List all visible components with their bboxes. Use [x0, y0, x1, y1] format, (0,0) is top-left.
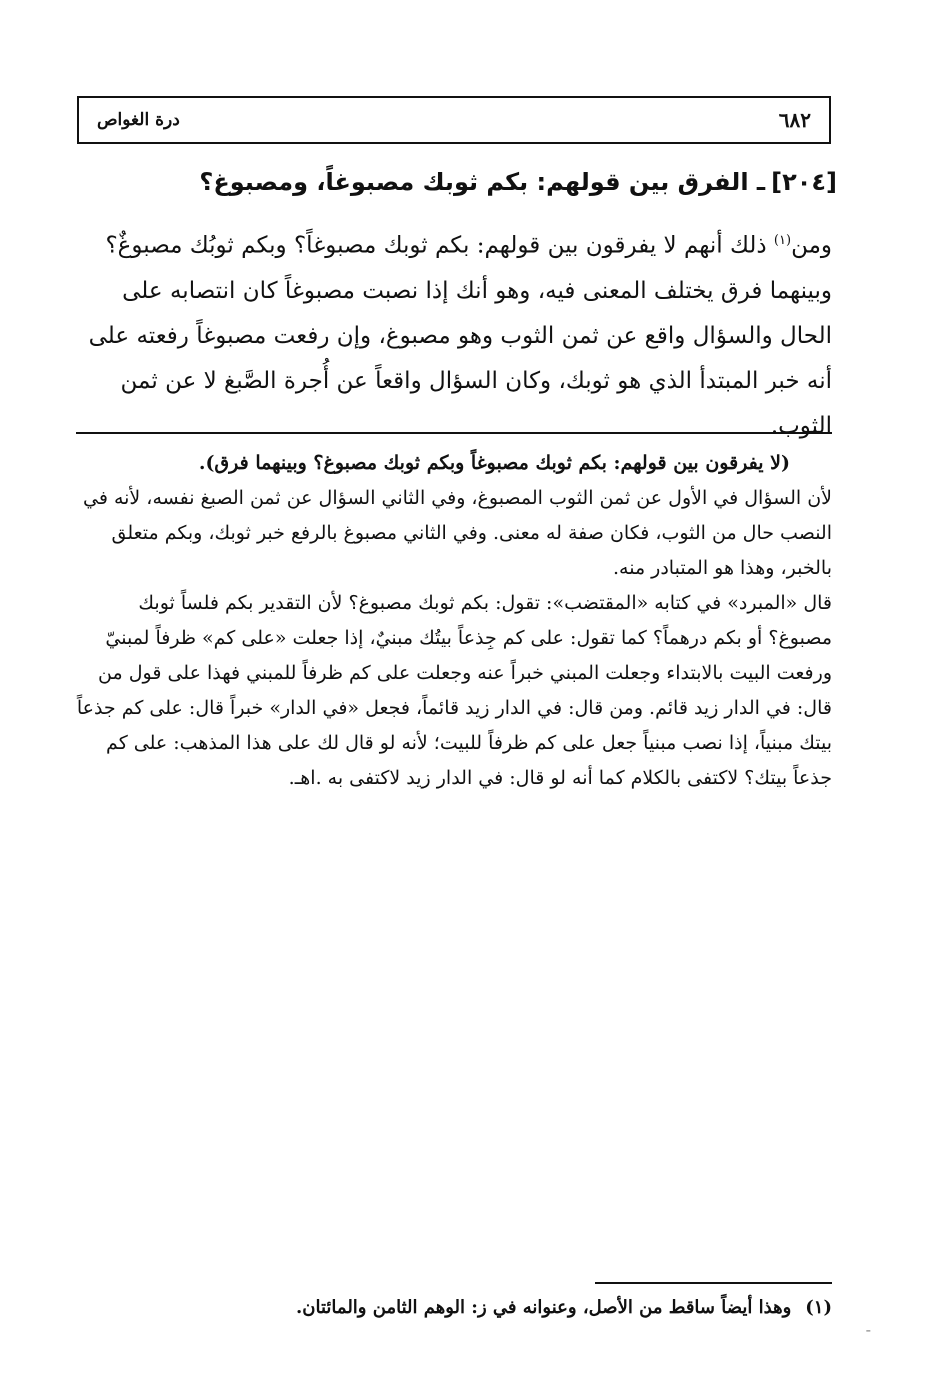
main-text-body: ذلك أنهم لا يفرقون بين قولهم: بكم ثوبك مصبوغاً؟ وبكم ثوبُك مصبوغٌ؟ وبينهما فرق يختلف المعنى فيه، وهو أنك إذا نصبت مصبوغاً كان انتصابه على الحال والسؤال واقع عن ثمن الثوب وهو مصبوغ، وإن رفعت مصبوغاً رفعته على أنه خبر المبتدأ الذي هو ثوبك، وكان السؤال واقعاً عن أُجرة الصَّبغ لا عن ثمن الثوب. [88, 232, 832, 439]
separator-rule [76, 432, 832, 434]
commentary-paragraph-2: قال «المبرد» في كتابه «المقتضب»: تقول: بكم ثوبك مصبوغ؟ لأن التقدير بكم فلساً ثوبك مصبوغ؟ أو بكم درهماً؟ كما تقول: على كم جِذعاً بيتُك مبنيٌ، إذا جعلت «على كم» ظرفاً لمبنيّ ورفعت البيت بالابتداء وجعلت المبني خبراً عنه وجعلت على كم ظرفاً للمبني فهذا على قول من قال: في الدار زيد قائم. ومن قال: في الدار زيد قائماً، فجعل «في الدار» خبراً قال: على كم جذعاً بيتك مبنياً، إذا نصب مبنياً جعل على كم ظرفاً للبيت؛ لأنه لو قال لك على هذا المذهب: على كم جذعاً بيتك؟ لاكتفى بالكلام كما أنه لو قال: في الدار زيد لاكتفى به .اهـ. [76, 592, 832, 789]
commentary-paragraph-1: لأن السؤال في الأول عن ثمن الثوب المصبوغ، وفي الثاني السؤال عن ثمن الصبغ نفسه، لأنه في النصب حال من الثوب، فكان صفة له معنى. وفي الثاني مصبوغ بالرفع خبر ثوبك، وبكم متعلق بالخبر، وهذا هو المتبادر منه. [83, 487, 832, 579]
main-text [76, 218, 832, 449]
commentary-heading: (لا يفرقون بين قولهم: بكم ثوبك مصبوغاً وبكم ثوبك مصبوغ؟ وبينهما فرق). [198, 452, 790, 474]
section-title-text: ـ الفرق بين قولهم: بكم ثوبك مصبوغاً، ومصبوغ؟ [199, 168, 766, 196]
footnote-text: وهذا أيضاً ساقط من الأصل، وعنوانه في ز: الوهم الثامن والمائتان. [296, 1297, 792, 1318]
page-header [77, 96, 831, 144]
page-number: ٦٨٢ [778, 108, 811, 132]
footnote-marker: (١) [805, 1297, 832, 1318]
footnote-rule [595, 1282, 832, 1284]
section-title [77, 168, 837, 196]
main-paragraph [76, 218, 832, 449]
footnote [76, 1294, 832, 1322]
commentary [76, 446, 832, 796]
page-mark: - [865, 1320, 871, 1339]
main-text-start: ومن [791, 232, 832, 259]
section-number: [٢٠٤] [771, 168, 837, 196]
running-title: درة الغواص [97, 110, 180, 130]
footnote-reference: (١) [773, 233, 792, 248]
